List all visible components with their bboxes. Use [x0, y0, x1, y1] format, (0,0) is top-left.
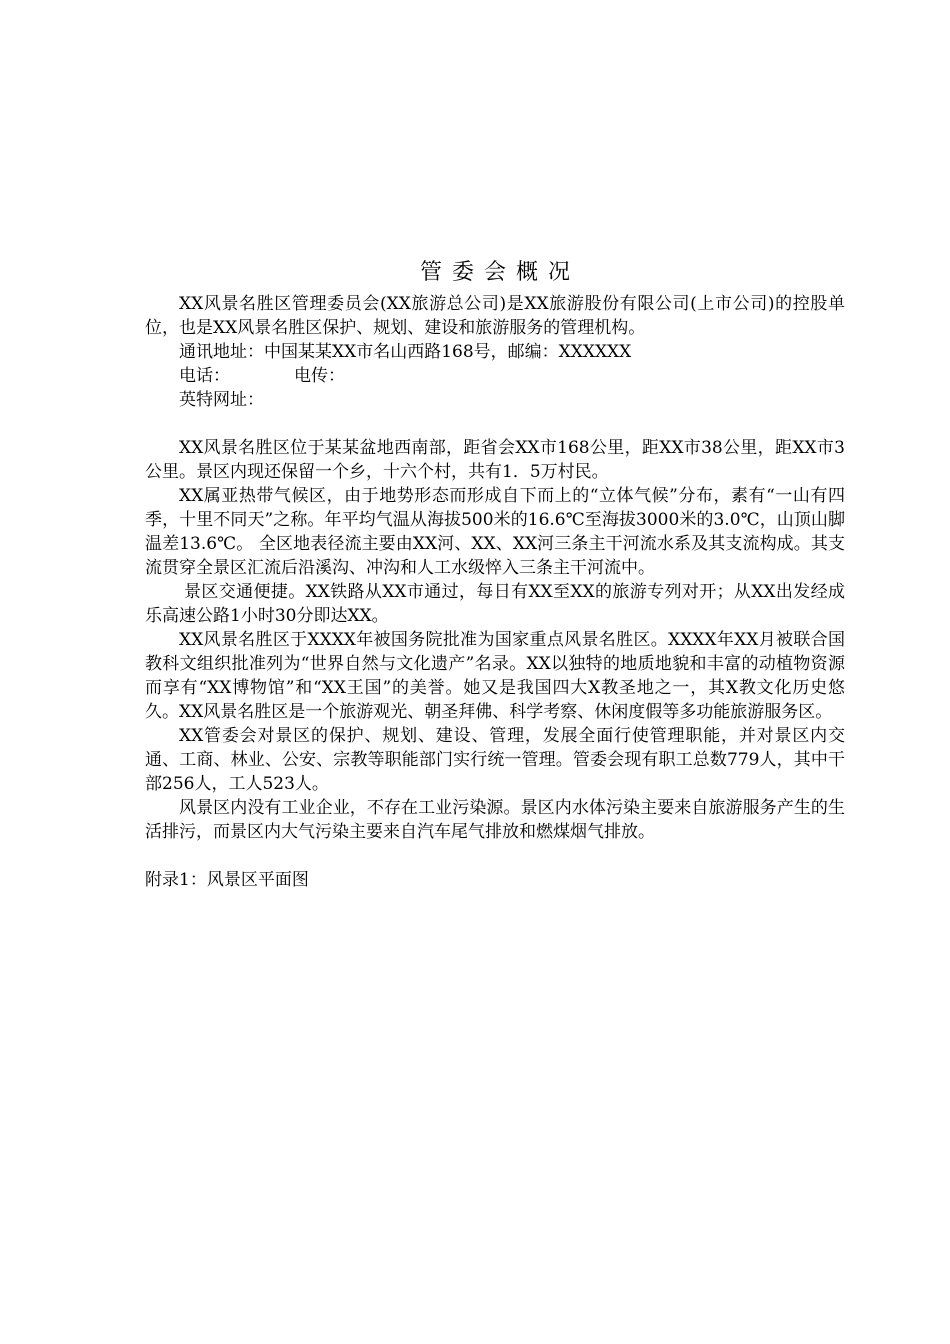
- fax-label: 电传：: [294, 366, 345, 386]
- phone-label: 电话：: [179, 366, 230, 386]
- transport-paragraph: 景区交通便捷。XX铁路从XX市通过，每日有XX至XX的旅游专列对开；从XX出发经成乐高速公路1小时30分即达XX。: [145, 582, 845, 626]
- spacer: [145, 844, 845, 868]
- website-line: 英特网址：: [179, 390, 264, 410]
- pollution-paragraph: 风景区内没有工业企业，不存在工业污染源。景区内水体污染主要来自旅游服务产生的生活排污，而景区内大气污染主要来自汽车尾气排放和燃煤烟气排放。: [145, 798, 845, 842]
- location-paragraph: XX风景名胜区位于某某盆地西南部，距省会XX市168公里，距XX市38公里，距XX市3公里。景区内现还保留一个乡，十六个村，共有1．5万村民。: [145, 438, 845, 482]
- address-line: 通讯地址：中国某某XX市名山西路168号，邮编：XXXXXX: [179, 342, 632, 362]
- heritage-paragraph: XX风景名胜区于XXXX年被国务院批准为国家重点风景名胜区。XXXX年XX月被联合国教科文组织批准列为“世界自然与文化遗产”名录。XX以独特的地质地貌和丰富的动植物资源而享有“XX博物馆”和“XX王国”的美誉。她又是我国四大X教圣地之一，其X教文化历史悠久。XX风景名胜区是一个旅游观光、朝圣拜佛、科学考察、休闲度假等多功能旅游服务区。: [145, 630, 845, 722]
- appendix-line: 附录1：风景区平面图: [145, 870, 309, 890]
- document-title: 管委会概况: [419, 260, 580, 285]
- intro-paragraph: XX风景名胜区管理委员会(XX旅游总公司)是XX旅游股份有限公司(上市公司)的控股单位，也是XX风景名胜区保护、规划、建设和旅游服务的管理机构。: [145, 294, 845, 338]
- phone-fax-line: [145, 364, 845, 388]
- spacer: [145, 412, 845, 436]
- document-page: [145, 258, 845, 892]
- climate-paragraph: XX属亚热带气候区，由于地势形态而形成自下而上的“立体气候”分布，素有“一山有四季，十里不同天”之称。年平均气温从海拔500米的16.6℃至海拔3000米的3.0℃，山顶山脚温差13.6℃。 全区地表径流主要由XX河、XX、XX河三条主干河流水系及其支流构成。其支流贯穿全景区汇流后沿溪沟、冲沟和人工水级悴入三条主干河流中。: [145, 486, 845, 578]
- management-paragraph: XX管委会对景区的保护、规划、建设、管理，发展全面行使管理职能，并对景区内交通、工商、林业、公安、宗教等职能部门实行统一管理。管委会现有职工总数779人，其中干部256人，工人523人。: [145, 726, 845, 794]
